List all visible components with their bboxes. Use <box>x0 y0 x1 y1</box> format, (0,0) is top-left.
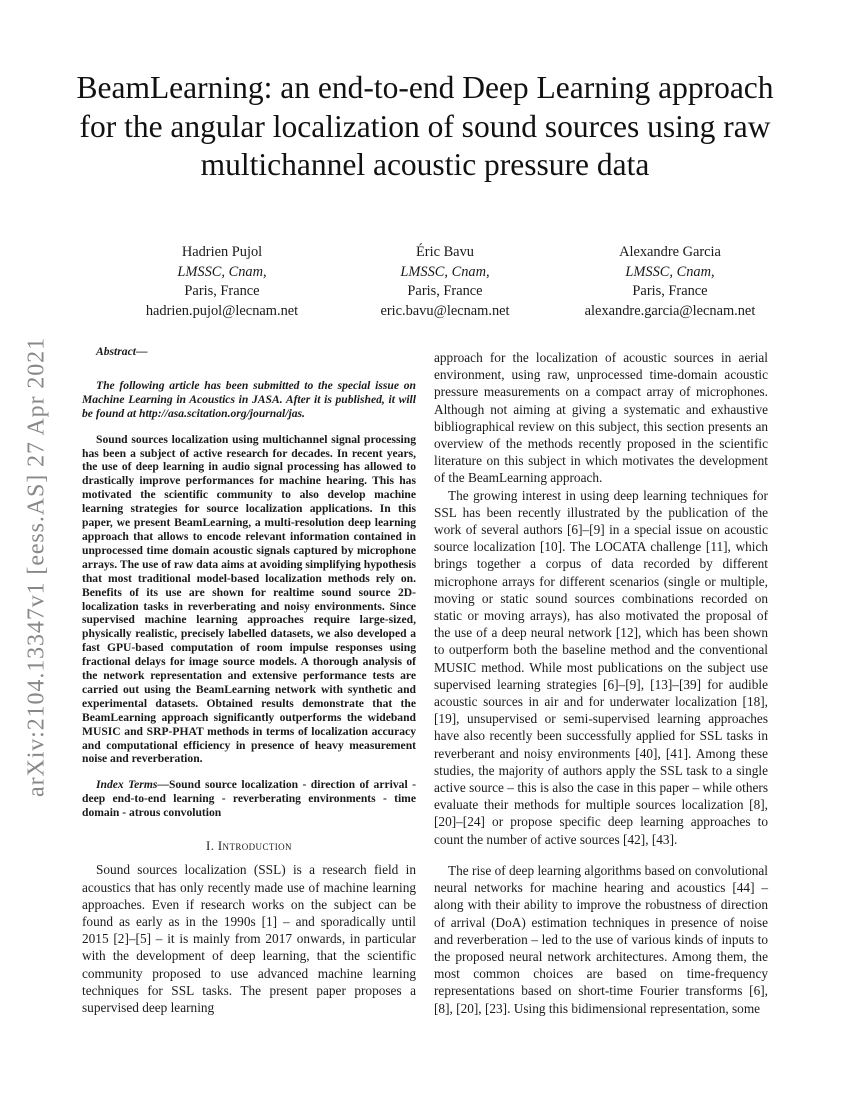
author-name: Hadrien Pujol <box>181 244 263 260</box>
index-terms-label: Index Terms— <box>96 778 169 792</box>
index-terms-text: Sound source localization - direction of arrival - deep end-to-end learning - reverberating environments - time domain - atrous convolution <box>82 778 416 820</box>
author-location: Paris, France <box>632 283 708 299</box>
left-column <box>82 345 416 1016</box>
submission-notice: The following article has been submitted to the special issue on Machine Learning in Acoustics in JASA. After it is published, it will be found at http://asa.scitation.org/journal/jas. <box>82 378 416 420</box>
author-affiliation: LMSSC, Cnam, <box>177 263 267 280</box>
author-affiliation: LMSSC, Cnam, <box>625 263 715 280</box>
right-paragraph-2: The growing interest in using deep learning techniques for SSL has been recently illustrated by the publication of the work of several authors [6]–[9] in a special issue on acoustic source localization [10]. The LOCATA challenge [11], which brings together a corpus of data recorded by different microphone arrays for different scenarios (single or multiple, moving or static sound sources combinations recorded on static or moving arrays), has also motivated the proposal of the use of a deep neural network [12], which has been shown to outperform both the baseline method and the conventional MUSIC method. While most publications on the subject use supervised learning strategies [6]–[9], [13]–[39] for audible acoustic sources in air and for underwater localization [18], [19], unsupervised or semi-supervised learning approaches have also recently been successfully applied for SSL tasks in reverberant and noisy environments [40], [41]. Among these studies, the majority of authors apply the SSL task to a single active source – this is also the case in this paper – while others evaluate their methods for multiple sources localization [8], [20]–[24] or propose specific deep learning approaches to count the number of active sources [42], [43]. <box>434 487 768 847</box>
abstract <box>82 345 416 820</box>
author-email: hadrien.pujol@lecnam.net <box>145 302 299 319</box>
right-column <box>434 349 768 1017</box>
right-paragraph-1: approach for the localization of acoustic sources in aerial environment, using raw, unprocessed time-domain acoustic pressure measurements on a compact array of microphones. Although not aiming at giving a systematic and exhaustive bibliographical review on this subject, this section presents an overview of the methods recently proposed in the scientific literature on this subject in which motivates the development of the BeamLearning approach. <box>434 350 768 486</box>
author-location: Paris, France <box>407 283 483 299</box>
author-3 <box>550 243 790 321</box>
intro-paragraph-1: Sound sources localization (SSL) is a research field in acoustics that has only recently made use of machine learning approaches. Even if research works on the subject can be found as early as in the 1990s [1] – and sporadically until 2015 [2]–[5] – it is mainly from 2017 onwards, in particular with the development of deep learning, that the scientific community proposed to use advanced machine learning techniques for SSL tasks. The present paper proposes a supervised deep learning <box>82 862 416 1015</box>
author-name: Alexandre Garcia <box>619 244 721 260</box>
abstract-label: Abstract— <box>96 345 148 358</box>
author-name: Éric Bavu <box>416 244 474 260</box>
abstract-text: Sound sources localization using multichannel signal processing has been a subject of active research for decades. In recent years, the use of deep learning in audio signal processing has allowed to drastically improve performances for machine hearing. This has motivated the scientific community to also develop machine learning strategies for source localization applications. In this paper, we present BeamLearning, a multi-resolution deep learning approach that allows to encode relevant information contained in unprocessed time domain acoustic signals captured by microphone arrays. The use of raw data aims at avoiding simplifying hypothesis that most traditional model-based localization methods rely on. Benefits of its use are shown for realtime sound source 2D-localization tasks in reverberating and noisy environments. Since supervised machine learning approaches require large-sized, physically realistic, precisely labelled datasets, we also developed a fast GPU-based computation of room impulse responses using fractional delays for image source models. A thorough analysis of the network representation and extensive performance tests are carried out using the BeamLearning network with synthetic and experimental datasets. Obtained results demonstrate that the BeamLearning approach significantly outperforms the wideband MUSIC and SRP-PHAT methods in terms of localization accuracy and computational efficiency in presence of heavy measurement noise and reverberation. <box>82 432 416 766</box>
arxiv-sidebar <box>12 285 62 850</box>
arxiv-identifier: arXiv:2104.13347v1 [eess.AS] 27 Apr 2021 <box>23 337 50 797</box>
section-heading-introduction: I. Introduction <box>206 839 292 854</box>
author-2 <box>325 243 565 321</box>
author-email: eric.bavu@lecnam.net <box>380 302 510 319</box>
author-1 <box>102 243 342 321</box>
author-email: alexandre.garcia@lecnam.net <box>584 302 756 319</box>
index-terms <box>82 778 416 820</box>
right-paragraph-3: The rise of deep learning algorithms based on convolutional neural networks for machine hearing and acoustics [44] – along with their ability to improve the robustness of direction of arrival (DoA) estimation techniques in presence of noise and reverberation – led to the use of various kinds of inputs to the proposed neural network architectures. Among them, the most common choices are based on time-frequency representations based on short-time Fourier transforms [6], [8], [20], [23]. Using this bidimensional representation, some <box>434 862 768 1016</box>
author-location: Paris, France <box>184 283 260 299</box>
paper-title: BeamLearning: an end-to-end Deep Learning approach for the angular localization of sound sources using raw multichannel acoustic pressure data <box>76 70 774 182</box>
author-affiliation: LMSSC, Cnam, <box>400 263 490 280</box>
